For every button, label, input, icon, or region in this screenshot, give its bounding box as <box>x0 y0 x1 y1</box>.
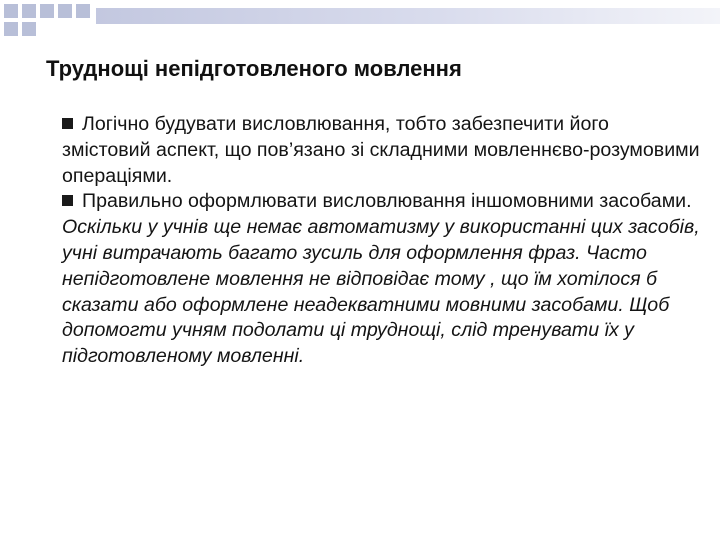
decor-square <box>22 22 36 36</box>
square-bullet-icon <box>62 195 73 206</box>
decor-square <box>22 4 36 18</box>
paragraph-text: Правильно оформлювати висловлювання іншомовними засобами. <box>82 190 692 213</box>
square-bullet-icon <box>62 118 73 129</box>
decor-square <box>4 4 18 18</box>
paragraph-text: Логічно будувати висловлювання, тобто забезпечити його змістовий аспект, що пов’язано зі складними мовленнєво-розумовими операціями. <box>62 113 700 187</box>
decor-square <box>40 4 54 18</box>
italic-paragraph <box>62 215 702 370</box>
slide-title: Труднощі непідготовленого мовлення <box>46 56 462 81</box>
slide-body <box>62 112 702 370</box>
decor-square <box>4 22 18 36</box>
decor-square <box>58 4 72 18</box>
header-gradient-bar <box>96 8 720 24</box>
header-decoration <box>0 0 720 40</box>
paragraph-text: Оскільки у учнів ще немає автоматизму у використанні цих засобів, учні витрачають багато зусиль для оформлення фраз. Часто непідготовлене мовлення не відповідає тому , що їм хотілося б сказати або оформлене неадекватними мовними засобами. Щоб допомогти учням подолати ці труднощі, слід тренувати їх у підготовленому мовленні. <box>62 216 700 368</box>
bullet-paragraph-1 <box>62 112 702 189</box>
bullet-paragraph-2 <box>62 189 702 215</box>
decor-square <box>76 4 90 18</box>
